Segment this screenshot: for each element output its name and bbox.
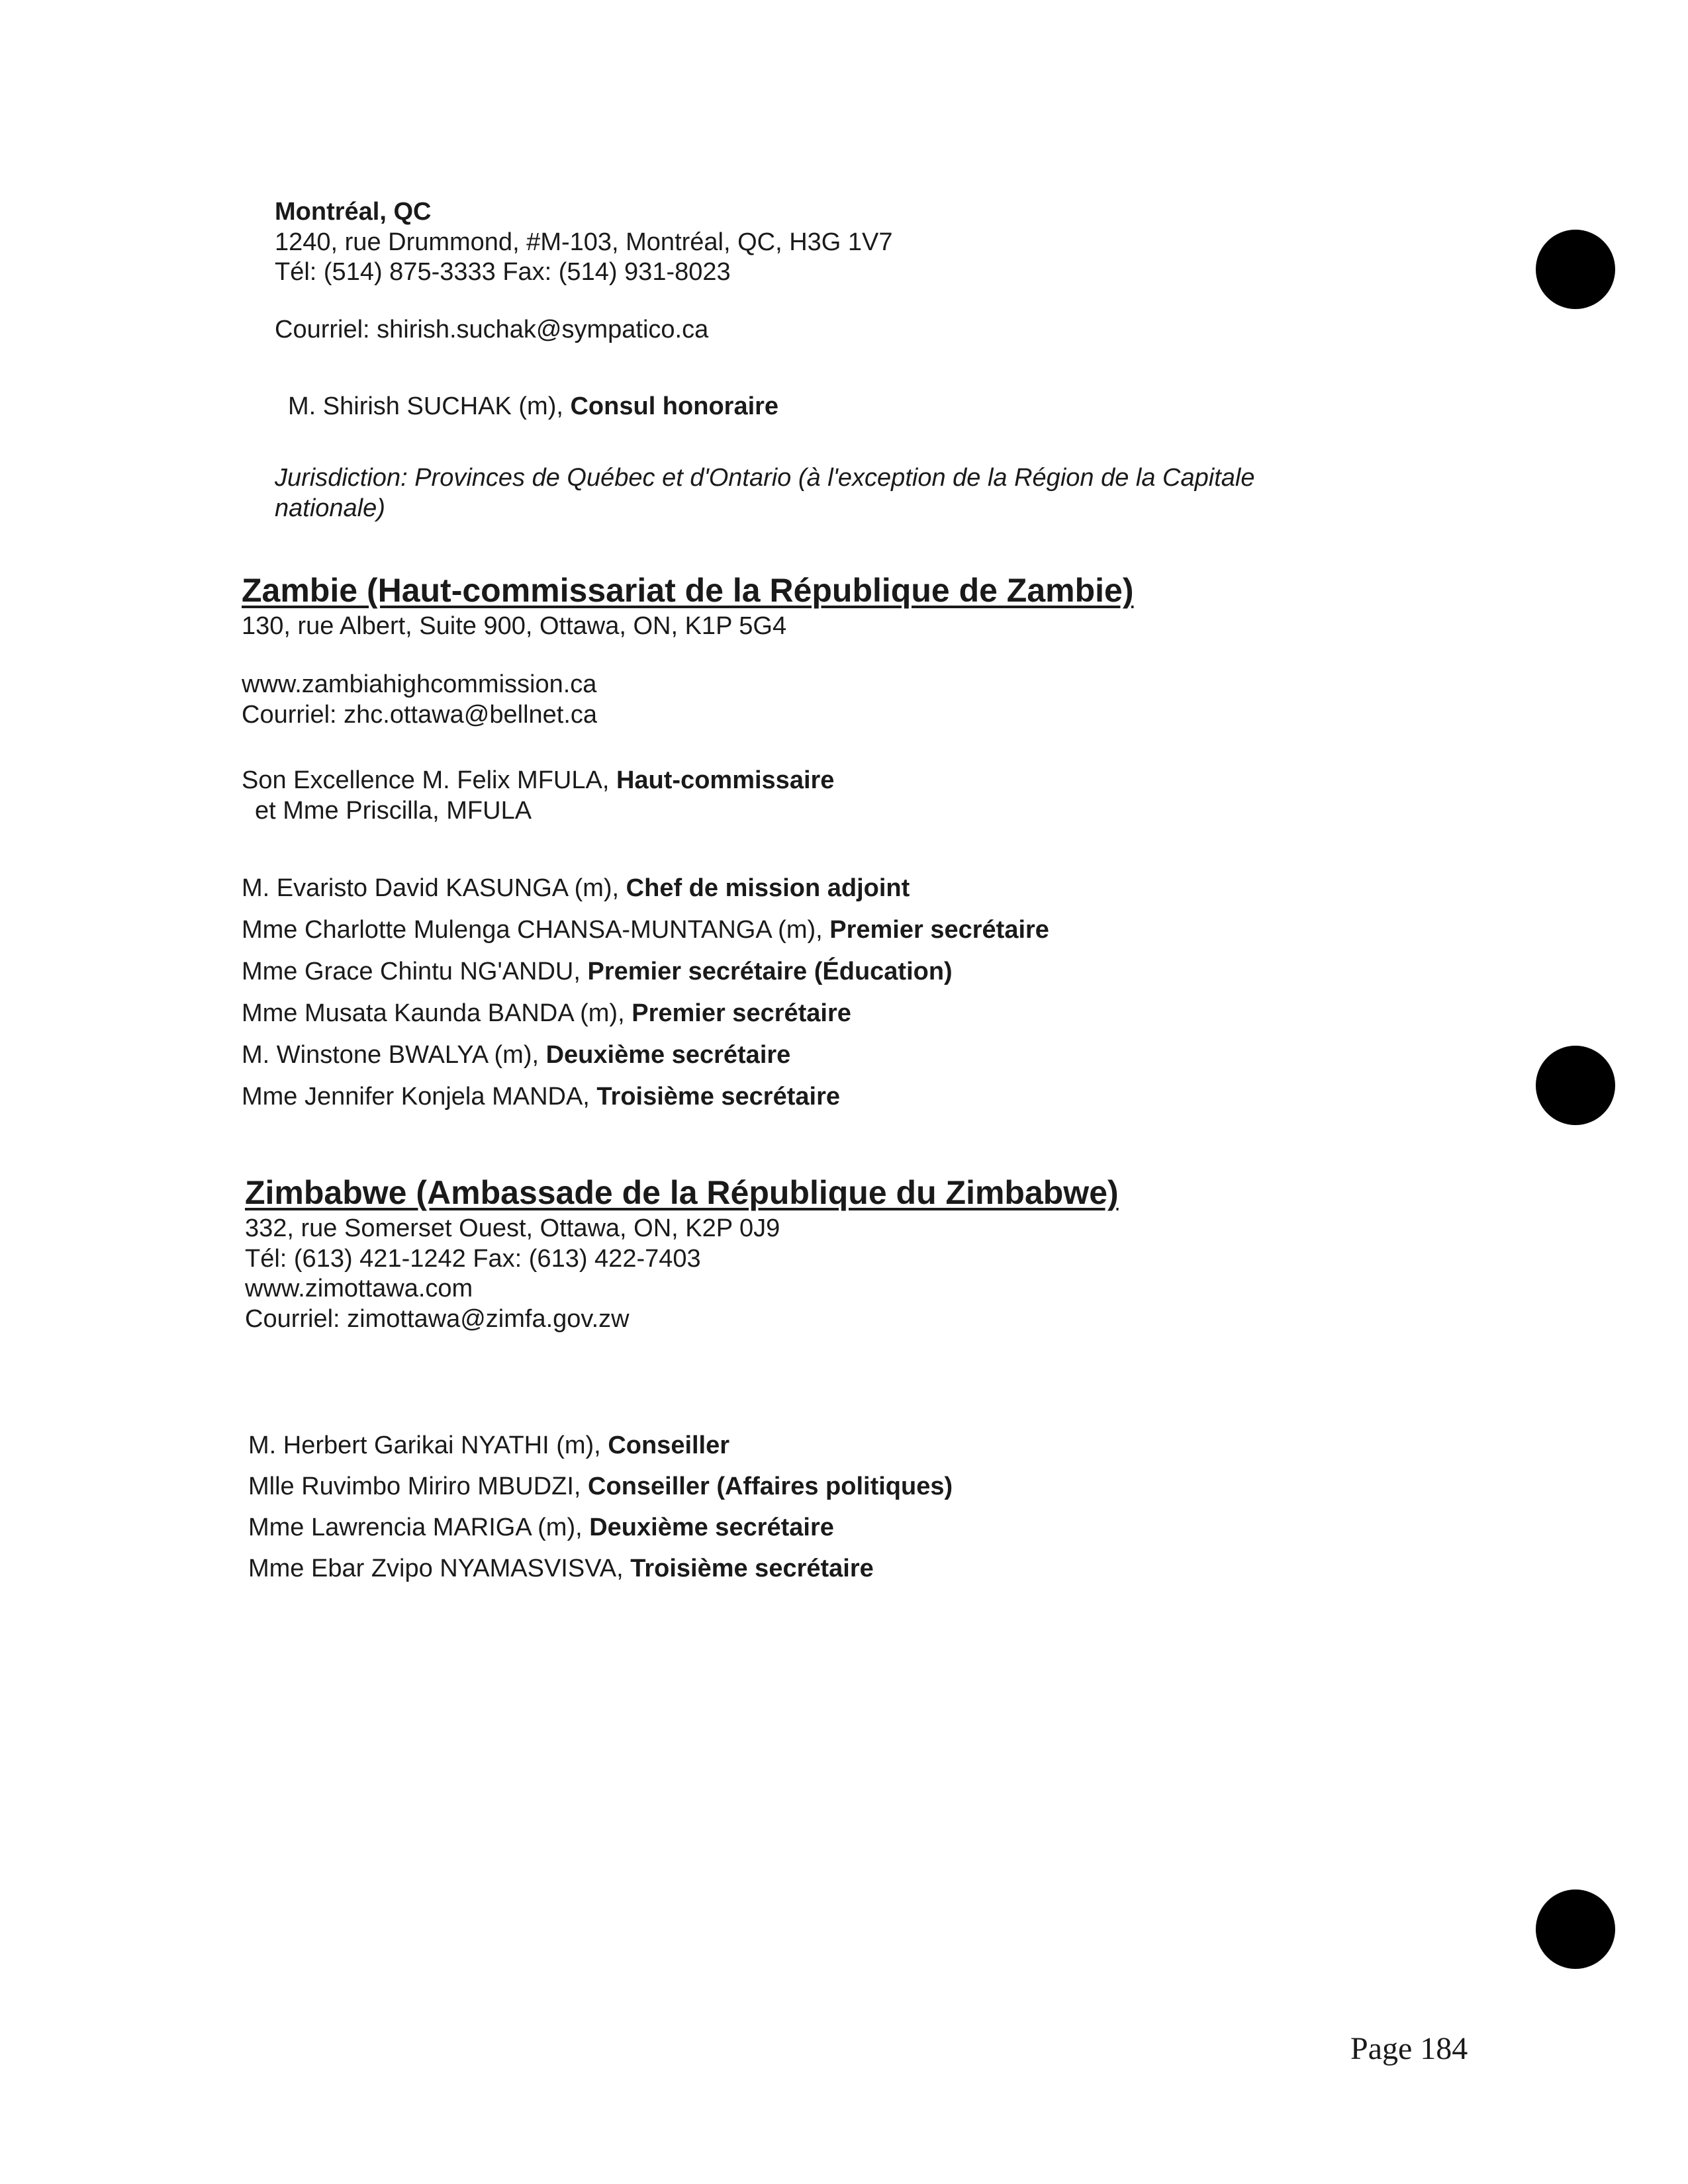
- zimbabwe-heading: Zimbabwe (Ambassade de la République du Zimbabwe): [245, 1174, 1119, 1211]
- zambie-head-of-mission: [242, 766, 834, 826]
- contact-name: M. Shirish SUCHAK (m),: [288, 392, 571, 420]
- montreal-phone: Tél: (514) 875-3333 Fax: (514) 931-8023: [275, 258, 731, 287]
- montreal-section: [275, 197, 893, 288]
- contact-title: Consul honoraire: [570, 392, 779, 420]
- head-title: Haut-commissaire: [616, 766, 835, 794]
- staff-row: [242, 1040, 1049, 1082]
- staff-row: [242, 999, 1049, 1040]
- staff-name: M. Evaristo David KASUNGA (m),: [242, 874, 626, 902]
- staff-row: [248, 1554, 953, 1595]
- staff-name: Mme Jennifer Konjela MANDA,: [242, 1083, 597, 1111]
- punch-hole-top: [1536, 230, 1615, 309]
- montreal-jurisdiction: [275, 463, 1254, 523]
- staff-title: Troisième secrétaire: [630, 1555, 874, 1582]
- zambie-email: Courriel: zhc.ottawa@bellnet.ca: [242, 700, 598, 729]
- staff-title: Premier secrétaire (Éducation): [587, 958, 953, 985]
- staff-title: Conseiller (Affaires politiques): [588, 1473, 953, 1500]
- punch-hole-bottom: [1536, 1889, 1615, 1969]
- staff-name: M. Herbert Garikai NYATHI (m),: [248, 1432, 608, 1459]
- montreal-heading: Montréal, QC: [275, 198, 432, 226]
- staff-row: [242, 957, 1049, 999]
- head-name: Son Excellence M. Felix MFULA,: [242, 766, 616, 794]
- staff-name: Mme Lawrencia MARIGA (m),: [248, 1514, 590, 1541]
- jurisdiction-line-1: Jurisdiction: Provinces de Québec et d'Ontario (à l'exception de la Région de la Capitale: [275, 464, 1255, 492]
- staff-row: [242, 1082, 1049, 1124]
- staff-title: Conseiller: [608, 1432, 730, 1459]
- zimbabwe-email: Courriel: zimottawa@zimfa.gov.zw: [245, 1304, 630, 1333]
- zimbabwe-website: www.zimottawa.com: [245, 1275, 473, 1303]
- zambie-website: www.zambiahighcommission.ca: [242, 670, 597, 698]
- staff-row: [242, 915, 1049, 957]
- staff-row: [242, 874, 1049, 915]
- staff-title: Chef de mission adjoint: [626, 874, 910, 902]
- zimbabwe-staff-list: [248, 1431, 953, 1595]
- staff-title: Troisième secrétaire: [596, 1083, 840, 1111]
- staff-row: [248, 1472, 953, 1513]
- zimbabwe-phone: Tél: (613) 421-1242 Fax: (613) 422-7403: [245, 1244, 701, 1273]
- jurisdiction-line-2: nationale): [275, 494, 385, 522]
- staff-title: Deuxième secrétaire: [545, 1041, 791, 1069]
- staff-title: Premier secrétaire: [829, 916, 1049, 944]
- zambie-section: [242, 570, 1134, 642]
- staff-name: Mme Grace Chintu NG'ANDU,: [242, 958, 588, 985]
- montreal-email: Courriel: shirish.suchak@sympatico.ca: [275, 316, 709, 343]
- zambie-heading: Zambie (Haut-commissariat de la République de Zambie): [242, 572, 1134, 609]
- zambie-contact-info: [242, 670, 597, 730]
- punch-hole-middle: [1536, 1046, 1615, 1125]
- staff-name: Mlle Ruvimbo Miriro MBUDZI,: [248, 1473, 588, 1500]
- page-number: Page 184: [1350, 2031, 1468, 2066]
- staff-name: Mme Ebar Zvipo NYAMASVISVA,: [248, 1555, 631, 1582]
- staff-name: Mme Musata Kaunda BANDA (m),: [242, 999, 632, 1027]
- zimbabwe-address: 332, rue Somerset Ouest, Ottawa, ON, K2P 0J9: [245, 1214, 780, 1242]
- zambie-address: 130, rue Albert, Suite 900, Ottawa, ON, K1P 5G4: [242, 612, 787, 640]
- staff-row: [248, 1431, 953, 1472]
- montreal-address: 1240, rue Drummond, #M-103, Montréal, QC, H3G 1V7: [275, 228, 893, 256]
- staff-title: Premier secrétaire: [632, 999, 851, 1027]
- staff-title: Deuxième secrétaire: [589, 1514, 834, 1541]
- staff-name: M. Winstone BWALYA (m),: [242, 1041, 546, 1069]
- zimbabwe-section: [245, 1173, 1119, 1334]
- staff-name: Mme Charlotte Mulenga CHANSA-MUNTANGA (m),: [242, 916, 830, 944]
- zambie-staff-list: [242, 874, 1049, 1124]
- montreal-email-block: [275, 315, 708, 345]
- head-spouse: et Mme Priscilla, MFULA: [255, 796, 532, 825]
- montreal-contact: [288, 392, 778, 422]
- staff-row: [248, 1513, 953, 1554]
